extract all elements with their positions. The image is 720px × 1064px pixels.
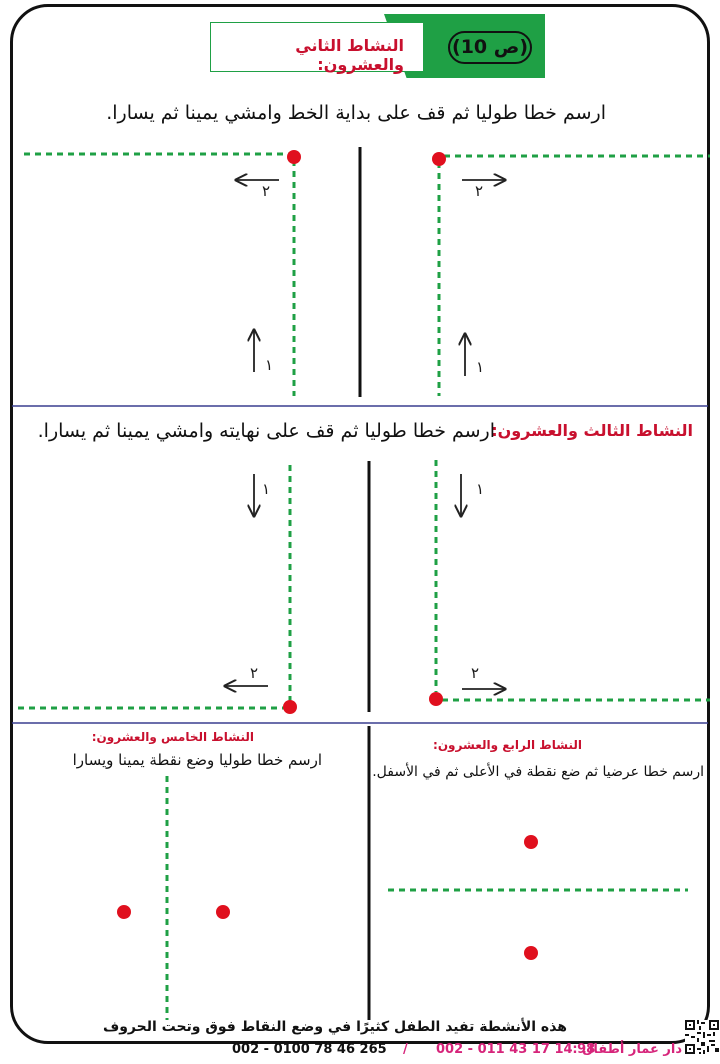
- phone-separator: /: [403, 1042, 408, 1057]
- page-number-badge: (ص 10): [448, 31, 532, 64]
- step-label-2-left-23: ٢: [250, 664, 259, 682]
- step-label-2-left-22: ٢: [262, 182, 271, 200]
- start-dot-right-22: [432, 152, 446, 166]
- activity-23-instruction: ارسم خطا طوليا ثم قف على نهايته وامشي يمينا ثم يسارا.: [37, 420, 495, 442]
- publisher-name: دار عمار أطفال :: [572, 1042, 682, 1057]
- activity-24-title: النشاط الرابع والعشرون:: [433, 738, 582, 752]
- qr-code-icon: [685, 1020, 719, 1054]
- footer-note: هذه الأنشطة تفيد الطفل كثيرًا في وضع النقاط فوق وتحت الحروف: [102, 1019, 567, 1035]
- activity-22-title: النشاط الثاني والعشرون:: [295, 36, 404, 74]
- phone-number-1: 002 - 011 43 17 14 98: [436, 1042, 596, 1057]
- activity-23-title: النشاط الثالث والعشرون:: [491, 421, 693, 440]
- phone-number-2: 002 - 0100 78 46 265: [232, 1042, 387, 1057]
- step-label-1-left-22: ١: [265, 356, 274, 374]
- dot-below-24: [524, 946, 538, 960]
- dot-right-25: [216, 905, 230, 919]
- dot-left-25: [117, 905, 131, 919]
- step-label-2-right-23: ٢: [471, 664, 480, 682]
- activity-24-instruction: ارسم خطا عرضيا ثم ضع نقطة في الأعلى ثم في الأسفل.: [372, 764, 704, 780]
- activity-25-title: النشاط الخامس والعشرون:: [91, 730, 254, 744]
- step-label-1-right-22: ١: [476, 358, 485, 376]
- start-dot-left-22: [287, 150, 301, 164]
- step-label-2-right-22: ٢: [475, 182, 484, 200]
- step-label-1-left-23: ١: [262, 480, 271, 498]
- step-label-1-right-23: ١: [476, 480, 485, 498]
- end-dot-left-23: [283, 700, 297, 714]
- dot-above-24: [524, 835, 538, 849]
- activity-25-instruction: ارسم خطا طوليا وضع نقطة يمينا ويسارا: [72, 751, 322, 769]
- end-dot-right-23: [429, 692, 443, 706]
- activity-22-instruction: ارسم خطا طوليا ثم قف على بداية الخط وامشي يمينا ثم يسارا.: [106, 102, 606, 124]
